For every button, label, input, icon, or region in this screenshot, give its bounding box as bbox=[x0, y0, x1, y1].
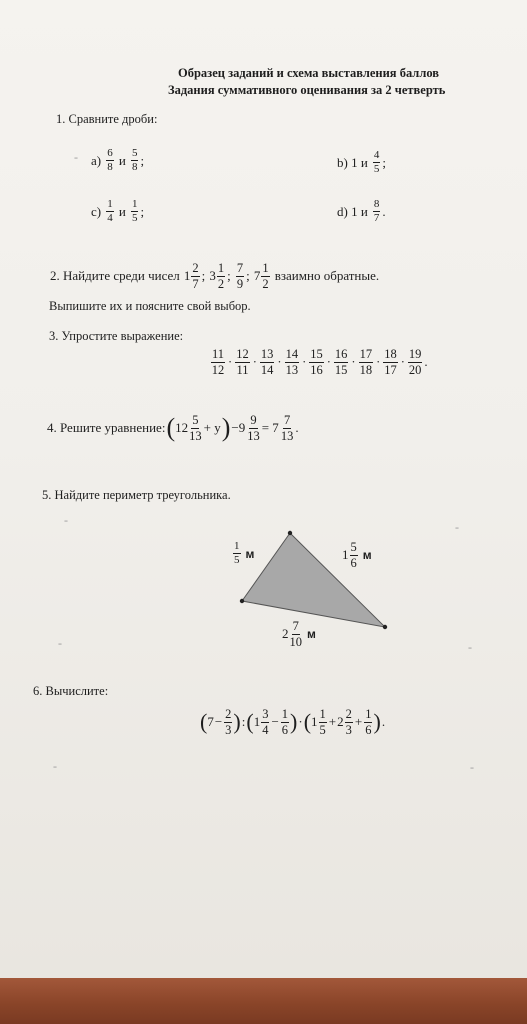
fraction: $\frac{7}{13}$ bbox=[280, 413, 294, 443]
side-label-right: 1 $\frac{5}{6}$ м bbox=[342, 540, 372, 570]
task2-line-2: Выпишите их и поясните свой выбор. bbox=[49, 299, 251, 313]
fraction: $\frac{17}{18}$ bbox=[359, 347, 373, 377]
task2-suffix: взаимно обратные. bbox=[274, 268, 380, 283]
task1-item-d: d) 1 и $\frac{8}{7}$ . bbox=[337, 198, 386, 224]
item-label: b) 1 и bbox=[337, 154, 368, 170]
task6-expression: (7− $\frac{2}{3}$ ):(1 $\frac{3}{4}$ − $\frac{1}{6}$ )·(1 $\frac{1}{5}$ +2 $\frac{2}{3}$ + $\frac{1}{6}$ ). bbox=[200, 707, 386, 737]
fraction: $\frac{12}{11}$ bbox=[236, 347, 249, 377]
margin-mark: - bbox=[470, 760, 474, 774]
fraction: $\frac{1}{6}$ bbox=[281, 707, 289, 737]
mixed-number: $\frac{2}{7}$ bbox=[192, 261, 199, 291]
fraction: $\frac{2}{3}$ bbox=[225, 707, 232, 737]
task2-prefix: 2. Найдите среди чисел bbox=[50, 268, 180, 283]
title-line-1: Образец заданий и схема выставления баллов bbox=[178, 66, 440, 80]
mixed-number: $\frac{3}{4}$ bbox=[262, 707, 269, 737]
task4-line: 4. Решите уравнение:(12 $\frac{5}{13}$ + у)−9 $\frac{9}{13}$ = 7 $\frac{7}{13}$ . bbox=[47, 413, 299, 443]
task4-heading: 4. Решите уравнение: bbox=[47, 420, 166, 435]
fraction: $\frac{6}{8}$ bbox=[107, 147, 113, 173]
mixed-number: $\frac{1}{2}$ bbox=[217, 261, 225, 291]
wooden-table-edge bbox=[0, 978, 527, 1024]
fraction: $\frac{11}{12}$ bbox=[211, 347, 225, 377]
task3-heading: 3. Упростите выражение: bbox=[49, 329, 184, 343]
conjunction: и bbox=[118, 152, 126, 168]
margin-mark: - bbox=[64, 513, 68, 527]
fraction: $\frac{1}{6}$ bbox=[365, 707, 372, 737]
task1-item-c: с) $\frac{1}{4}$ и $\frac{1}{5}$ ; bbox=[91, 198, 145, 224]
margin-mark: - bbox=[455, 520, 459, 534]
side-label-bottom: 2 $\frac{7}{10}$ м bbox=[282, 619, 316, 649]
mixed-number: $\frac{2}{3}$ bbox=[345, 707, 352, 737]
fraction: $\frac{1}{5}$ bbox=[234, 540, 240, 566]
fraction: $\frac{5}{8}$ bbox=[131, 147, 138, 173]
vertex-dot bbox=[288, 531, 292, 535]
side-label-left: $\frac{1}{5}$ м bbox=[234, 540, 255, 566]
mixed-number: $\frac{1}{2}$ bbox=[262, 261, 269, 291]
margin-mark: - bbox=[53, 759, 57, 773]
conjunction: и bbox=[118, 203, 126, 219]
fraction: $\frac{9}{13}$ bbox=[247, 413, 260, 443]
triangle-figure bbox=[230, 525, 400, 635]
mixed-number: $\frac{7}{10}$ bbox=[289, 619, 302, 649]
fraction: $\frac{14}{13}$ bbox=[285, 347, 299, 377]
title-line-2: Задания суммативного оценивания за 2 четверть bbox=[168, 83, 446, 97]
mixed-number: $\frac{5}{6}$ bbox=[350, 540, 357, 570]
fraction: $\frac{15}{16}$ bbox=[310, 347, 323, 377]
task1-heading: 1. Сравните дроби: bbox=[56, 112, 158, 126]
mixed-number: $\frac{1}{5}$ bbox=[319, 707, 326, 737]
task3-expression: $\frac{11}{12}$ · $\frac{12}{11}$ · $\frac{13}{14}$ · $\frac{14}{13}$ · $\frac{15}{16}$ · $\frac{16}{15}$ · $\frac{17}{18}$ · $\frac{18}{17}$ · $\frac{19}{20}$ . bbox=[211, 347, 428, 377]
fraction: $\frac{8}{7}$ bbox=[373, 198, 380, 224]
item-label: с) bbox=[91, 203, 102, 219]
item-label: а) bbox=[91, 152, 102, 168]
task5-heading: 5. Найдите периметр треугольника. bbox=[42, 488, 231, 502]
task1-item-b: b) 1 и $\frac{4}{5}$ ; bbox=[337, 149, 387, 175]
vertex-dot bbox=[383, 625, 387, 629]
task6-heading: 6. Вычислите: bbox=[33, 684, 109, 698]
fraction: $\frac{1}{4}$ bbox=[107, 198, 113, 224]
fraction: $\frac{4}{5}$ bbox=[373, 149, 380, 175]
margin-mark: - bbox=[58, 636, 62, 650]
fraction: $\frac{13}{14}$ bbox=[260, 347, 274, 377]
item-label: d) 1 и bbox=[337, 203, 368, 219]
mixed-number: $\frac{5}{13}$ bbox=[189, 413, 202, 443]
fraction: $\frac{18}{17}$ bbox=[384, 347, 397, 377]
fraction: $\frac{16}{15}$ bbox=[334, 347, 348, 377]
margin-mark: - bbox=[468, 640, 472, 654]
vertex-dot bbox=[240, 599, 244, 603]
fraction: $\frac{1}{5}$ bbox=[131, 198, 138, 224]
fraction: $\frac{7}{9}$ bbox=[236, 261, 244, 291]
fraction: $\frac{19}{20}$ bbox=[408, 347, 422, 377]
task2-line-1: 2. Найдите среди чисел 1 $\frac{2}{7}$ ; 3 $\frac{1}{2}$ ; $\frac{7}{9}$ ; 7 $\frac{1}{2}$ взаимно обратные. bbox=[50, 261, 380, 291]
margin-mark: - bbox=[74, 150, 78, 164]
task1-item-a: а) $\frac{6}{8}$ и $\frac{5}{8}$ ; bbox=[91, 147, 145, 173]
